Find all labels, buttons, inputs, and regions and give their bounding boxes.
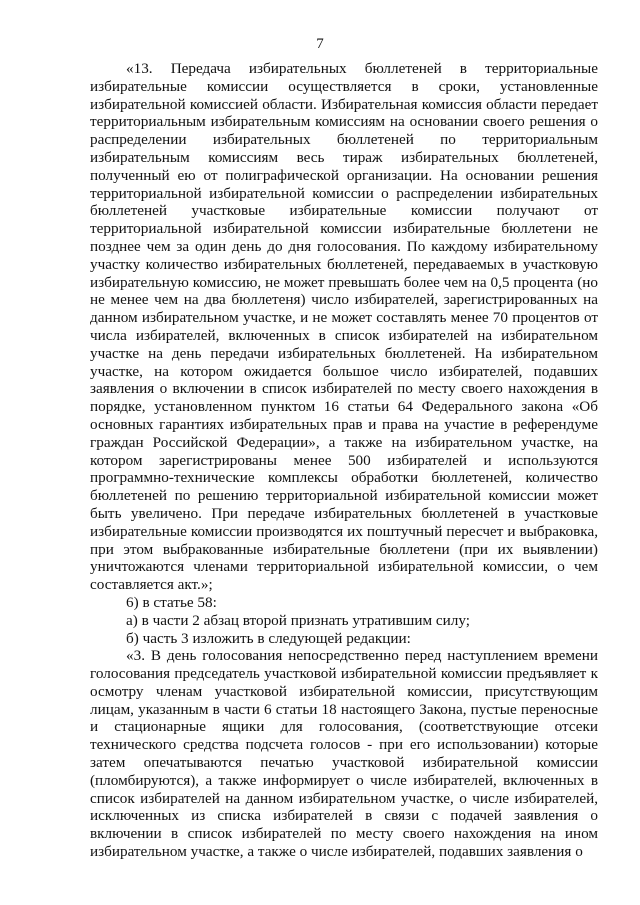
- paragraph-part-2: а) в части 2 абзац второй признать утратившим силу;: [126, 611, 470, 629]
- page-number: 7: [316, 36, 324, 52]
- paragraph-part-3-intro: б) часть 3 изложить в следующей редакции:: [126, 629, 411, 647]
- paragraph-part-3-text: «3. В день голосования непосредственно перед наступлением времени голосования председатель участковой избирательной комиссии предъявляет к осмотру членам участковой избирательной комиссии, присутствующим лицам, указанным в части 6 статьи 18 настоящего Закона, пустые переносные и стационарные ящики для голосования, (соответствующие отсеки технического средства подсчета голосов - при его использовании) которые затем опечатываются печатью участковой избирательной комиссии (пломбируются), а также информирует о числе избирателей, включенных в список избирателей на данном избирательном участке, о числе избирателей, исключенных из списка избирателей в связи с подачей заявления о включении в список избирателей по месту своего нахождения на ином избирательном участке, а также о числе избирателей, подавших заявления о: [90, 647, 598, 861]
- paragraph-item-13: «13. Передача избирательных бюллетеней в территориальные избирательные комиссии осуществляется в сроки, установленные избирательной комиссией области. Избирательная комиссия области передает территориальным избирательным комиссиям на основании своего решения о распределении избирательных бюллетеней по территориальным избирательным комиссиям весь тираж избирательных бюллетеней, полученный ею от полиграфической организации. На основании решения территориальной избирательной комиссии о распределении избирательных бюллетеней участковые избирательные комиссии получают от территориальной избирательной комиссии избирательные бюллетени не позднее чем за один день до дня голосования. По каждому избирательному участку количество избирательных бюллетеней, передаваемых в участковую избирательную комиссию, не может превышать более чем на 0,5 процента (но не менее чем на два бюллетеня) число избирателей, зарегистрированных на данном избирательном участке, и не может составлять менее 70 процентов от числа избирателей, включенных в список избирателей на избирательном участке на день передачи избирательных бюллетеней. На избирательном участке, на котором ожидается большое число избирателей, подавших заявления о включении в список избирателей по месту своего нахождения в порядке, установленном пунктом 16 статьи 64 Федерального закона «Об основных гарантиях избирательных прав и права на участие в референдуме граждан Российской Федерации», а также на избирательном участке, на котором зарегистрированы менее 500 избирателей и используются программно-технические комплексы обработки бюллетеней, количество бюллетеней по решению территориальной избирательной комиссии может быть увеличено. При передаче избирательных бюллетеней в участковые избирательные комиссии производятся их поштучный пересчет и выбраковка, при этом выбракованные избирательные бюллетени (при их выявлении) уничтожаются членами территориальной избирательной комиссии, о чем составляется акт.»;: [90, 60, 598, 594]
- document-body: [90, 60, 598, 861]
- paragraph-article-58: 6) в статье 58:: [126, 593, 217, 611]
